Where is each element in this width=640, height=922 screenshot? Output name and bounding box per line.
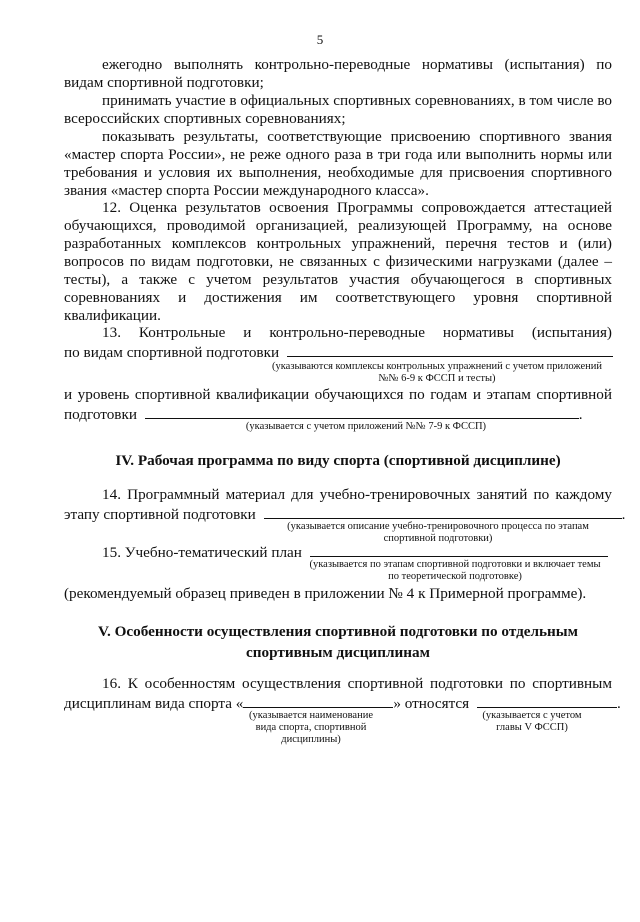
item-15-label: 15. Учебно-тематический план xyxy=(102,544,302,561)
item-14-note-line-2: спортивной подготовки) xyxy=(383,533,493,544)
item-16-mid: » относятся xyxy=(393,695,470,712)
item-16-note-chapter-line-2: главы V ФССП) xyxy=(496,722,568,733)
item-13-label: по видам спортивной подготовки xyxy=(64,344,280,361)
item-14-note-line-1: (указывается описание учебно-тренировочного процесса по этапам xyxy=(287,521,589,532)
item-16-end: . xyxy=(616,695,621,712)
item-13-note-2: (указывается с учетом приложений №№ 7-9 к ФССП) xyxy=(245,421,487,432)
item-16-line-1: 16. К особенностям осуществления спортивной подготовки по спортивным xyxy=(102,675,612,692)
item-16-note-sport-line-1: (указывается наименование xyxy=(249,710,373,721)
section-4-heading: IV. Рабочая программа по виду спорта (спортивной дисциплине) xyxy=(115,452,561,469)
item-16-note-sport-line-3: дисциплины) xyxy=(281,734,341,745)
recommended-sample-note: (рекомендуемый образец приведен в приложении № 4 к Примерной программе). xyxy=(64,585,587,602)
section-5-heading-line-2: спортивным дисциплинам xyxy=(246,644,430,661)
item-13-note-1 xyxy=(262,361,612,385)
item-14-line-1: 14. Программный материал для учебно-тренировочных занятий по каждому xyxy=(102,486,612,503)
item-13-line-4-end: . xyxy=(578,406,583,423)
item-13-note-1-line-1: (указываются комплексы контрольных упражнений с учетом приложений xyxy=(271,361,603,372)
item-16-note-sport xyxy=(236,710,386,746)
item-14-label: этапу спортивной подготовки xyxy=(64,506,256,523)
paragraph-competitions: принимать участие в официальных спортивных соревнованиях, в том числе во всероссийских спортивных соревнованиях; xyxy=(64,92,612,127)
item-15-blank-field[interactable] xyxy=(310,542,608,557)
item-16-features-blank[interactable] xyxy=(477,693,617,708)
item-13-qualification-blank[interactable] xyxy=(145,404,579,419)
item-16-sport-blank[interactable] xyxy=(243,693,393,708)
item-13-line-1: 13. Контрольные и контрольно-переводные нормативы (испытания) xyxy=(102,324,612,341)
item-13-line-4-label: подготовки xyxy=(64,406,137,423)
paragraph-master-of-sport: показывать результаты, соответствующие присвоению спортивного звания «мастер спорта России», не реже одного раза в три года или выполнить нормы или требования и условия их выполнения, необходимые для присвоения спортивного звания «мастер спорта России международного класса». xyxy=(64,128,612,199)
item-13-note-1-line-2: №№ 6-9 к ФССП и тесты) xyxy=(378,373,496,384)
item-14-blank-field[interactable] xyxy=(264,504,622,519)
section-5-heading xyxy=(64,621,612,663)
paragraph-annual-norms: ежегодно выполнять контрольно-переводные нормативы (испытания) по видам спортивной подготовки; xyxy=(64,56,612,91)
item-13-blank-field[interactable] xyxy=(287,342,613,357)
paragraph-item-12: 12. Оценка результатов освоения Программы сопровождается аттестацией обучающихся, проводимой организацией, реализующей Программу, на основе разработанных комплексов контрольных упражнений, перечня тестов и (или) вопросов по видам подготовки, не связанных с физическими нагрузками (далее – тесты), а также с учетом результатов участия обучающегося в спортивных соревнованиях и достижения им соответствующего уровня спортивной квалификации. xyxy=(64,199,612,324)
item-16-start: дисциплинам вида спорта « xyxy=(64,695,244,712)
item-15-note-line-2: по теоретической подготовке) xyxy=(388,571,522,582)
item-16-note-chapter xyxy=(462,710,602,734)
section-5-heading-line-1: V. Особенности осуществления спортивной подготовки по отдельным xyxy=(97,623,579,640)
item-15-note xyxy=(300,559,610,583)
item-16-note-sport-line-2: вида спорта, спортивной xyxy=(255,722,367,733)
page-number: 5 xyxy=(316,32,324,47)
item-13-line-2 xyxy=(64,342,612,362)
item-15-note-line-1: (указывается по этапам спортивной подготовки и включает темы xyxy=(309,559,601,570)
item-14-end: . xyxy=(621,506,626,523)
item-16-note-chapter-line-1: (указывается с учетом xyxy=(482,710,582,721)
item-13-line-3: и уровень спортивной квалификации обучающихся по годам и этапам спортивной xyxy=(64,386,612,403)
